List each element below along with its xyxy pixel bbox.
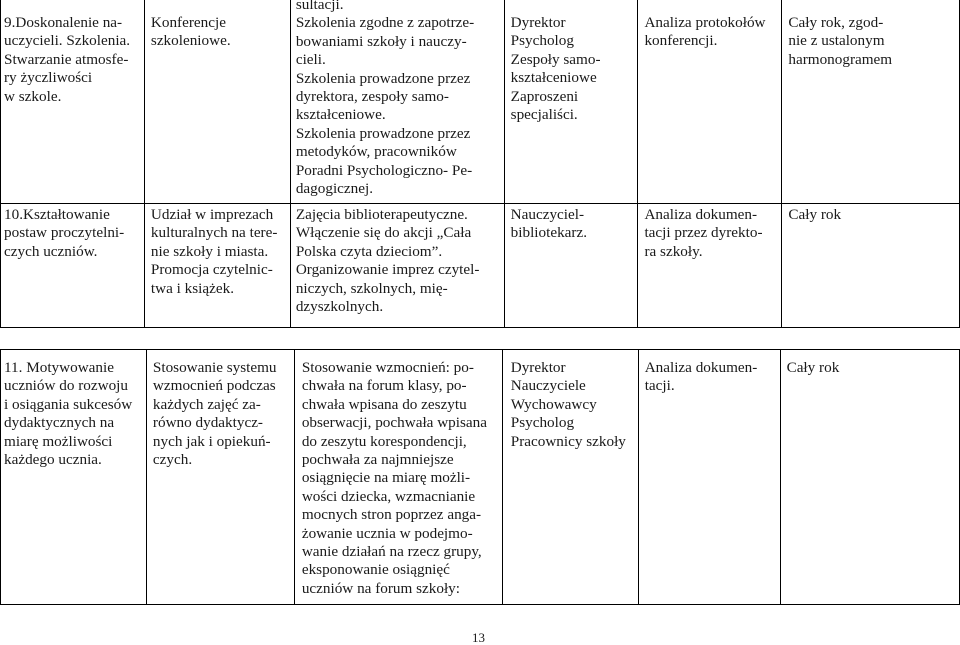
evaluation-line: Analiza dokumen- <box>644 359 758 376</box>
cell-forms <box>146 350 294 605</box>
page-number: 13 <box>472 630 485 645</box>
deadline-line: harmonogramem <box>788 50 893 68</box>
methods-line: Szkolenia prowadzone przez <box>295 69 471 87</box>
cell-responsible <box>502 350 638 605</box>
methods-line: Poradni Psychologiczno- Pe- <box>295 161 473 179</box>
forms-line: Stosowanie systemu <box>152 359 277 376</box>
forms-text <box>145 204 290 298</box>
methods-line: dzyszkolnych. <box>295 298 384 316</box>
forms-line: szkoleniowe. <box>150 32 231 50</box>
forms-line: twa i książek. <box>150 279 234 297</box>
deadline-text <box>782 0 959 69</box>
area-text <box>1 350 146 469</box>
responsible-line: bibliotekarz. <box>510 224 588 242</box>
responsible-line: Dyrektor <box>510 359 566 376</box>
area-line: ry życzliwości <box>4 69 93 87</box>
evaluation-line: Analiza protokołów <box>644 14 766 31</box>
cell-forms <box>144 204 290 328</box>
forms-line: nych jak i opiekuń- <box>152 432 271 450</box>
area-line: uczniów do rozwoju <box>4 377 128 395</box>
methods-line: chwała wpisana do zeszytu <box>301 395 467 413</box>
area-line: miarę możliwości <box>4 432 113 450</box>
cell-evaluation <box>638 0 782 204</box>
responsible-line: Psycholog <box>510 414 575 432</box>
area-line: postaw proczytelni- <box>4 224 125 242</box>
forms-line: wzmocnień podczas <box>152 377 276 395</box>
deadline-line: nie z ustalonym <box>788 32 885 50</box>
area-line: Stwarzanie atmosfe- <box>4 50 129 68</box>
evaluation-line: tacji przez dyrekto- <box>644 224 763 242</box>
cell-methods <box>294 350 502 605</box>
methods-line: Zajęcia biblioterapeutyczne. <box>295 206 468 223</box>
deadline-line: Cały rok <box>786 359 840 376</box>
methods-line: dyrektora, zespoły samo- <box>295 88 449 106</box>
forms-text <box>145 0 290 51</box>
responsible-line: Wychowawcy <box>510 395 597 413</box>
methods-line: pochwała za najmniejsze <box>301 451 454 469</box>
responsible-line: Pracownicy szkoły <box>510 432 626 450</box>
cell-area <box>1 204 145 328</box>
methods-line: Organizowanie imprez czytel- <box>295 261 480 279</box>
methods-line: niczych, szkolnych, mię- <box>295 279 448 297</box>
methods-line: bowaniami szkoły i nauczy- <box>295 32 467 50</box>
responsible-line: Psycholog <box>510 32 574 50</box>
methods-line: uczniów na forum szkoły: <box>301 579 460 597</box>
responsible-line: specjaliści. <box>510 106 578 124</box>
area-line: uczycieli. Szkolenia. <box>4 32 131 50</box>
methods-line: metodyków, pracowników <box>295 143 457 161</box>
methods-text <box>295 350 502 598</box>
area-line: 10.Kształtowanie <box>4 206 110 223</box>
evaluation-text <box>638 0 781 51</box>
cell-responsible <box>504 0 638 204</box>
evaluation-text <box>638 204 781 261</box>
area-line: w szkole. <box>4 87 62 105</box>
deadline-line: Cały rok, zgod- <box>788 14 884 31</box>
methods-line: Włączenie się do akcji „Cała <box>295 224 472 242</box>
methods-line: osiągnięcie na miarę możli- <box>301 469 471 487</box>
table-row <box>1 0 960 204</box>
forms-line: Promocja czytelnic- <box>150 261 273 279</box>
responsible-line: Dyrektor <box>510 14 566 31</box>
evaluation-line: konferencji. <box>644 32 718 50</box>
table-row <box>1 350 960 605</box>
methods-line: cieli. <box>295 51 326 69</box>
methods-line: kształceniowe. <box>295 106 386 124</box>
methods-line: wości dziecka, wzmacnianie <box>301 487 476 505</box>
evaluation-line: Analiza dokumen- <box>644 206 758 223</box>
cell-methods <box>290 204 504 328</box>
responsible-line: kształceniowe <box>510 69 597 87</box>
forms-line: nie szkoły i miasta. <box>150 242 269 260</box>
deadline-text <box>781 350 959 377</box>
methods-line: Polska czyta dzieciom”. <box>295 242 443 260</box>
table-row <box>1 204 960 328</box>
forms-line: równo dydaktycz- <box>152 414 263 432</box>
methods-line: żowanie ucznia w podejmo- <box>301 524 473 542</box>
evaluation-text <box>639 350 780 396</box>
forms-line: Konferencje <box>150 14 226 31</box>
area-text <box>1 0 144 106</box>
area-line: 11. Motywowanie <box>4 359 114 376</box>
area-line: i osiągania sukcesów <box>4 395 133 413</box>
methods-text <box>291 204 504 316</box>
methods-line: Szkolenia zgodne z zapotrze- <box>295 14 475 32</box>
responsible-line: Nauczyciele <box>510 377 586 395</box>
cell-deadline <box>782 0 960 204</box>
plan-table-bottom <box>0 349 960 605</box>
cell-area <box>1 0 145 204</box>
cell-forms <box>144 0 290 204</box>
methods-line: obserwacji, pochwała wpisana <box>301 414 487 432</box>
area-line: 9.Doskonalenie na- <box>4 14 123 31</box>
area-line: dydaktycznych na <box>4 414 115 432</box>
responsible-line: Nauczyciel- <box>510 206 585 223</box>
forms-text <box>147 350 294 469</box>
methods-line: chwała na forum klasy, po- <box>301 377 467 395</box>
methods-line: mocnych stron poprzez anga- <box>301 506 482 524</box>
cell-responsible <box>504 204 638 328</box>
forms-line: każdych zajęć za- <box>152 395 261 413</box>
methods-line: sultacji. <box>295 0 344 13</box>
methods-line: eksponowanie osiągnięć <box>301 561 450 579</box>
forms-line: kulturalnych na tere- <box>150 224 278 242</box>
forms-line: czych. <box>152 451 193 469</box>
forms-line: Udział w imprezach <box>150 206 274 223</box>
methods-line: Stosowanie wzmocnień: po- <box>301 359 474 376</box>
evaluation-line: ra szkoły. <box>644 242 703 260</box>
methods-line: do zeszytu korespondencji, <box>301 432 467 450</box>
responsible-text <box>505 204 638 243</box>
area-text <box>1 204 144 261</box>
cell-evaluation <box>638 204 782 328</box>
cell-deadline <box>782 204 960 328</box>
responsible-text <box>505 0 638 124</box>
methods-line: wanie działań na rzecz grupy, <box>301 543 482 561</box>
responsible-line: Zaproszeni <box>510 87 579 105</box>
evaluation-line: tacji. <box>644 377 675 395</box>
methods-text <box>291 0 504 198</box>
area-line: każdego ucznia. <box>4 451 102 469</box>
cell-methods <box>290 0 504 204</box>
deadline-line: Cały rok <box>788 206 842 223</box>
cell-evaluation <box>638 350 780 605</box>
responsible-text <box>503 350 638 451</box>
cell-deadline <box>780 350 959 605</box>
cell-area <box>1 350 147 605</box>
deadline-text <box>782 204 959 224</box>
area-line: czych uczniów. <box>4 242 98 260</box>
responsible-line: Zespoły samo- <box>510 50 601 68</box>
methods-line: dagogicznej. <box>295 180 373 198</box>
methods-line: Szkolenia prowadzone przez <box>295 124 471 142</box>
